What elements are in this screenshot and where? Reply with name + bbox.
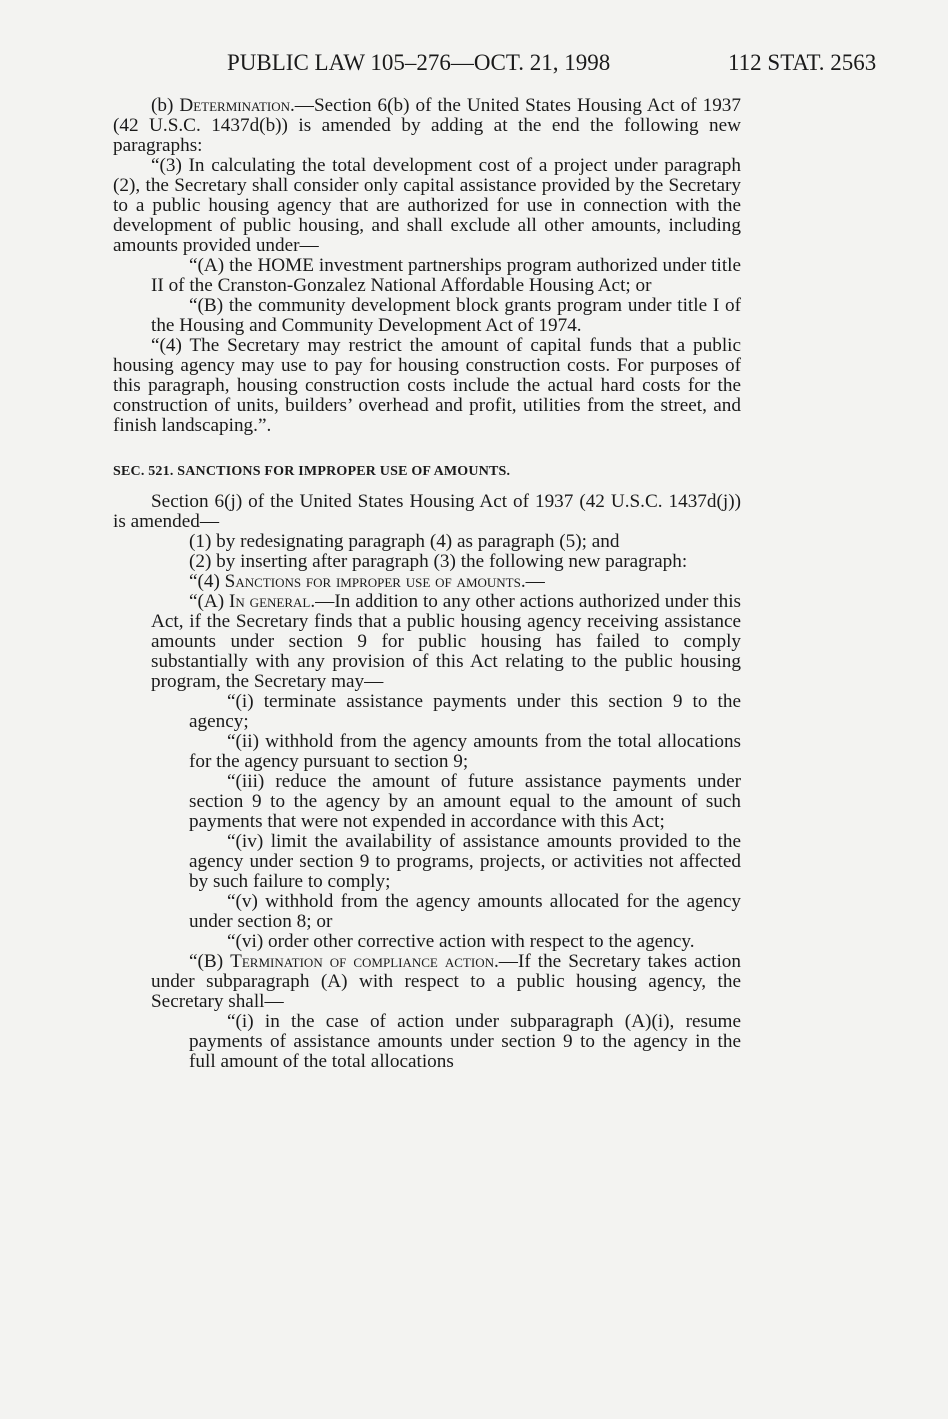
- section-521-heading: SEC. 521. SANCTIONS FOR IMPROPER USE OF AMOUNTS.: [113, 464, 511, 479]
- subparagraph-B-heading: Termination of compliance action.: [230, 951, 499, 972]
- paragraph-3-B: “(B) the community development block grants program under title I of the Housing and Community Development Act of 1974.: [151, 295, 741, 336]
- clause-A-iv: “(iv) limit the availability of assistance amounts provided to the agency under section 9 to programs, projects, or activities not affected by such failure to comply;: [189, 831, 741, 892]
- subsection-b: (b) Determination.—Section 6(b) of the United States Housing Act of 1937 (42 U.S.C. 1437d(b)) is amended by adding at the end the following new paragraphs:: [113, 95, 741, 156]
- clause-A-vi: “(vi) order other corrective action with respect to the agency.: [227, 931, 695, 952]
- paragraph-3: “(3) In calculating the total development cost of a project under paragraph (2), the Secretary shall consider only capital assistance provided by the Secretary to a public housing agency that are authorized for use in connection with the development of public housing, and shall exclude all other amounts, including amounts provided under—: [113, 155, 741, 256]
- running-title: PUBLIC LAW 105–276—OCT. 21, 1998: [227, 50, 611, 75]
- page-header: [0, 50, 948, 80]
- section-521-paragraph-4-heading: “(4) Sanctions for improper use of amounts.—: [189, 571, 545, 592]
- statute-page-number: 112 STAT. 2563: [728, 50, 877, 75]
- section-521-item-1: (1) by redesignating paragraph (4) as paragraph (5); and: [189, 531, 620, 552]
- paragraph-4: “(4) The Secretary may restrict the amount of capital funds that a public housing agency may use to pay for housing construction costs. For purposes of this paragraph, housing construction costs include the actual hard costs for the construction of units, builders’ overhead and profit, utilities from the street, and finish landscaping.”.: [113, 335, 741, 436]
- subparagraph-A: “(A) In general.—In addition to any other actions authorized under this Act, if the Secretary finds that a public housing agency receiving assistance amounts under section 9 for public housing has failed to comply substantially with any provision of this Act relating to the public housing program, the Secretary may—: [151, 591, 742, 692]
- clause-B-i: “(i) in the case of action under subparagraph (A)(i), resume payments of assistance amounts under section 9 to the agency in the full amount of the total allocations: [189, 1011, 741, 1072]
- subparagraph-A-heading: In general.: [229, 591, 316, 612]
- subparagraph-B: “(B) Termination of compliance action.—If the Secretary takes action under subparagraph (A) with respect to a public housing agency, the Secretary shall—: [151, 951, 741, 1012]
- clause-A-iii: “(iii) reduce the amount of future assistance payments under section 9 to the agency by an amount equal to the amount of such payments that were not expended in accordance with this Act;: [189, 771, 741, 832]
- subsection-heading: Determination.: [179, 95, 295, 116]
- document-body: [113, 96, 741, 1072]
- clause-A-i: “(i) terminate assistance payments under this section 9 to the agency;: [189, 691, 741, 732]
- section-521-item-2: (2) by inserting after paragraph (3) the following new paragraph:: [189, 551, 688, 572]
- clause-A-v: “(v) withhold from the agency amounts allocated for the agency under section 8; or: [189, 891, 741, 932]
- paragraph-3-A: “(A) the HOME investment partnerships program authorized under title II of the Cranston-Gonzalez National Affordable Housing Act; or: [151, 255, 741, 296]
- section-521-intro: Section 6(j) of the United States Housing Act of 1937 (42 U.S.C. 1437d(j)) is amended—: [113, 491, 741, 532]
- clause-A-ii: “(ii) withhold from the agency amounts from the total allocations for the agency pursuant to section 9;: [189, 731, 741, 772]
